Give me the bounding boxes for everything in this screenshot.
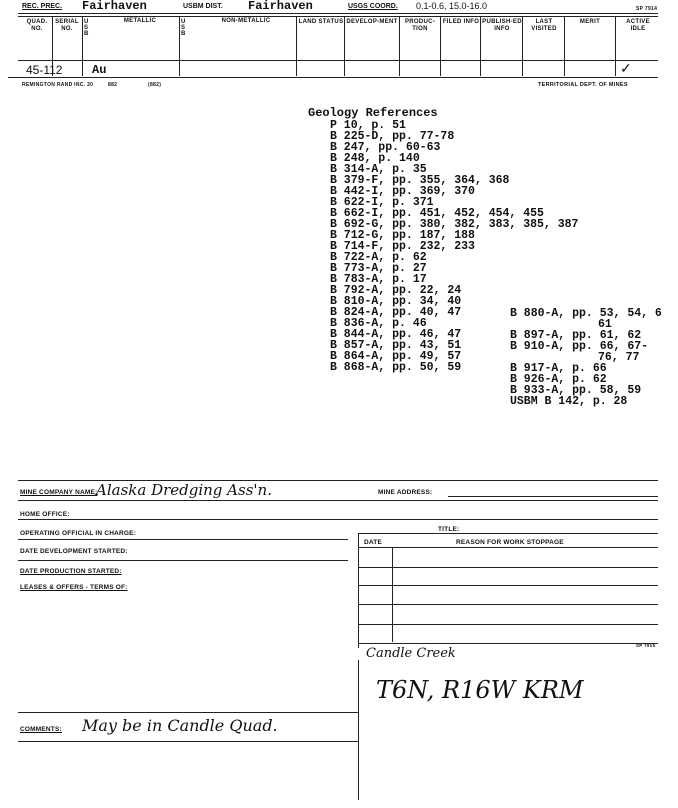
reference-line: B 836-A, p. 46 (330, 317, 427, 330)
reference-line: B 824-A, pp. 40, 47 (330, 306, 462, 319)
reference-line: B 379-F, pp. 355, 364, 368 (330, 174, 510, 187)
col-filed: FILED INFO (442, 19, 480, 25)
reference-line: B 714-F, pp. 232, 233 (330, 240, 475, 253)
printer-line: REMINGTON RAND INC. 20 (22, 82, 94, 88)
reference-line: B 225-D, pp. 77-78 (330, 130, 455, 143)
mine-address-label: MINE ADDRESS: (378, 489, 433, 496)
references-title: Geology References (308, 106, 438, 120)
reference-line: USBM B 142, p. 28 (510, 395, 628, 408)
form-code-bottom: SP 7915 (636, 643, 656, 648)
comments-label: COMMENTS: (20, 726, 62, 733)
col-last-visited: LAST VISITED (531, 19, 557, 32)
form-code-top: SP 7914 (636, 6, 658, 12)
reference-line: B 622-I, p. 371 (330, 196, 434, 209)
col-develop: DEVELOP-MENT (346, 19, 398, 25)
reference-line: B 864-A, pp. 49, 57 (330, 350, 462, 363)
reference-line: B 314-A, p. 35 (330, 163, 427, 176)
reference-line: B 897-A, pp. 61, 62 (510, 329, 642, 342)
reference-line: B 692-G, pp. 380, 382, 383, 385, 387 (330, 218, 579, 231)
mine-company-label: MINE COMPANY NAME: (20, 489, 98, 496)
reference-line: B 917-A, p. 66 (510, 362, 607, 375)
home-office-label: HOME OFFICE: (20, 511, 70, 518)
reference-line: B 926-A, p. 62 (510, 373, 607, 386)
reference-line: B 662-I, pp. 451, 452, 454, 455 (330, 207, 544, 220)
col-serial: SERIAL NO. (55, 19, 79, 32)
reference-line: P 10, p. 51 (330, 119, 406, 132)
usbm-letters-metallic: U S B (84, 19, 89, 37)
reference-line: B 810-A, pp. 34, 40 (330, 295, 462, 308)
col-land-status: LAND STATUS (298, 19, 344, 25)
reference-line: B 442-I, pp. 369, 370 (330, 185, 475, 198)
date-production-label: DATE PRODUCTION STARTED: (20, 568, 122, 575)
rec-prec-label: REC. PREC. (22, 3, 63, 10)
handwritten-candle-creek: Candle Creek (366, 646, 456, 661)
reference-line: B 933-A, pp. 58, 59 (510, 384, 642, 397)
reference-line: B 868-A, pp. 50, 59 (330, 361, 462, 374)
handwritten-township: T6N, R16W KRM (376, 676, 584, 704)
references-right-column (510, 308, 678, 428)
leases-label: LEASES & OFFERS - TERMS OF: (20, 584, 128, 591)
territorial-dept: TERRITORIAL DEPT. OF MINES (538, 82, 628, 88)
quad-value: 45-112 (26, 63, 63, 77)
reference-line: B 792-A, pp. 22, 24 (330, 284, 462, 297)
usbm-dist-value: Fairhaven (248, 0, 313, 13)
title-label: TITLE: (438, 526, 460, 533)
comments-value: May be in Candle Quad. (82, 716, 278, 735)
reference-line: B 844-A, pp. 46, 47 (330, 328, 462, 341)
reference-line: 61 (598, 318, 612, 331)
printer-code-1: 882 (108, 82, 118, 88)
date-col: DATE (364, 539, 383, 546)
reference-line: B 880-A, pp. 53, 54, 6 (510, 308, 662, 320)
mine-company-value: Alaska Dredging Ass'n. (96, 481, 272, 499)
reason-col: REASON FOR WORK STOPPAGE (456, 539, 564, 546)
col-active: ACTIVE IDLE (626, 19, 650, 32)
usgs-coord-value: 0.1-0.6, 15.0-16.0 (416, 1, 488, 11)
col-merit: MERIT (579, 19, 601, 25)
reference-line: B 247, pp. 60-63 (330, 141, 441, 154)
col-metallic: METALLIC (123, 18, 157, 24)
rec-prec-value: Fairhaven (82, 0, 147, 13)
reference-line: B 248, p. 140 (330, 152, 420, 165)
reference-line: B 773-A, p. 27 (330, 262, 427, 275)
reference-line: B 857-A, pp. 43, 51 (330, 339, 462, 352)
usbm-dist-label: USBM DIST. (183, 3, 223, 10)
col-production: PRODUC-TION (404, 19, 436, 32)
usgs-coord-label: USGS COORD. (348, 3, 398, 10)
reference-line: B 910-A, pp. 66, 67- (510, 340, 649, 353)
reference-line: 76, 77 (598, 351, 640, 364)
date-development-label: DATE DEVELOPMENT STARTED: (20, 548, 128, 555)
active-mark: ✓ (620, 60, 632, 76)
reference-line: B 722-A, p. 62 (330, 251, 427, 264)
reference-line: B 783-A, p. 17 (330, 273, 427, 286)
col-published: PUBLISH-ED INFO (482, 19, 522, 32)
col-nonmetallic: NON-METALLIC (221, 18, 271, 24)
serial-value: Au (92, 63, 107, 77)
printer-code-2: (882) (148, 82, 162, 88)
reference-line: B 712-G, pp. 187, 188 (330, 229, 475, 242)
usbm-letters-nonmetallic: U S B (181, 19, 186, 37)
col-quad: QUAD. NO. (26, 19, 48, 32)
operating-official-label: OPERATING OFFICIAL IN CHARGE: (20, 530, 137, 537)
